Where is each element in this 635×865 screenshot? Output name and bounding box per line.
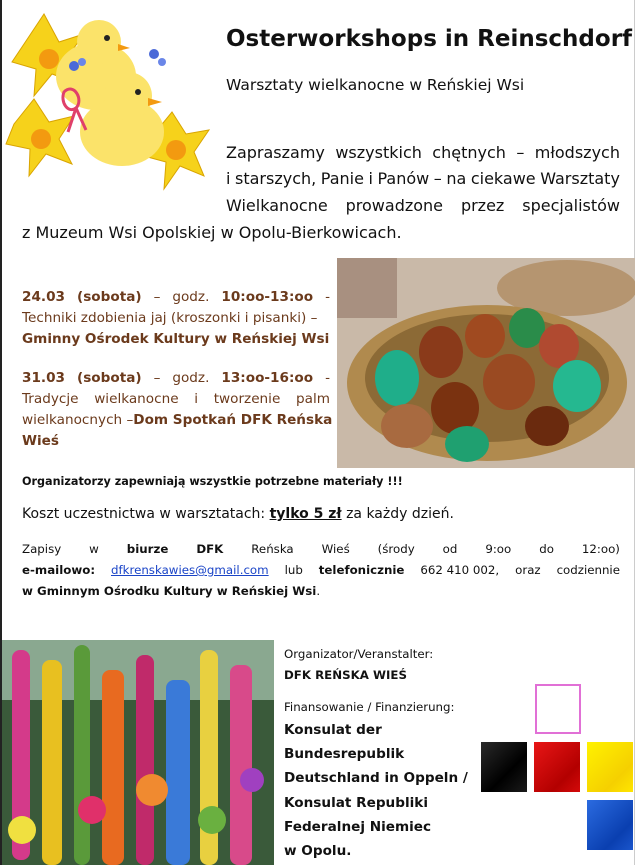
signup-word: Reńska [251, 542, 294, 556]
financing-label: Finansowanie / Finanzierung: [284, 700, 455, 714]
color-square-pink-outline [535, 684, 581, 734]
phone-number: 662 410 002, [420, 563, 500, 577]
event-word: Tradycje [22, 391, 79, 407]
event-description-cont [22, 410, 333, 431]
materials-note: Organizatorzy zapewniają wszystkie potrzebne materiały !!! [22, 475, 403, 488]
sponsor-line: Federalnej Niemiec [284, 818, 432, 835]
event-word: tworzenie [213, 391, 281, 407]
signup-word: oraz [515, 563, 541, 577]
organizer-label: Organizator/Veranstalter: [284, 647, 434, 661]
organizer-name: DFK REŃSKA WIEŚ [284, 668, 407, 682]
event-saturday-31-03 [22, 368, 333, 452]
signup-word: od [442, 542, 458, 556]
cost-prefix: Koszt uczestnictwa w warsztatach: [22, 506, 266, 522]
intro-word: – [516, 143, 525, 162]
event-description [22, 389, 330, 410]
event-dash: – [153, 289, 161, 305]
sponsor-line: Bundesrepublik [284, 746, 405, 763]
event-location-end: Wieś [22, 433, 59, 449]
event-time-label: godz. [172, 370, 210, 386]
signup-period: . [316, 584, 321, 598]
event-time: 10:oo-13:oo [221, 289, 314, 305]
intro-word: Zapraszamy [226, 143, 325, 162]
event-date-row [22, 287, 330, 308]
signup-word: DFK [196, 542, 224, 556]
intro-word: ciekawe [470, 169, 536, 188]
intro-line-3 [226, 193, 620, 219]
signup-word: 12:oo) [581, 542, 620, 556]
email-label: e-mailowo: [22, 563, 96, 577]
signup-word: 9:oo [485, 542, 512, 556]
signup-word: Zapisy [22, 542, 62, 556]
event-description-end: wielkanocnych – [22, 412, 134, 428]
event-time: 13:oo-16:oo [221, 370, 314, 386]
event-time-label: godz. [172, 289, 210, 305]
signup-line-2 [22, 560, 620, 581]
cost-line [22, 506, 454, 522]
signup-line-3 [22, 581, 620, 602]
intro-line-1 [226, 140, 620, 166]
intro-word: prowadzone [345, 196, 444, 215]
sponsor-line: Konsulat Republiki [284, 794, 428, 811]
event-day: (sobota) [76, 370, 142, 386]
event-dash: - [325, 289, 330, 305]
intro-word: starszych, [235, 169, 317, 188]
event-saturday-24-03 [22, 287, 330, 350]
event-dash: – [153, 370, 161, 386]
page-title: Osterworkshops in Reinschdorf [226, 26, 633, 52]
event-description: Techniki zdobienia jaj (kroszonki i pisanki) – [22, 310, 318, 326]
easter-palms-photo [2, 640, 274, 865]
event-date: 24.03 [22, 289, 65, 305]
event-date-row [22, 368, 330, 389]
cost-price: tylko 5 zł [269, 506, 342, 522]
event-word: palm [295, 391, 330, 407]
color-square-black [481, 742, 527, 792]
event-word: wielkanocne [94, 391, 179, 407]
intro-word: i [368, 169, 373, 188]
intro-word: chętnych [432, 143, 506, 162]
intro-word: młodszych [534, 143, 620, 162]
intro-line-4: z Muzeum Wsi Opolskiej w Opolu-Bierkowicach. [22, 223, 402, 242]
easter-eggs-basket-photo [337, 258, 635, 468]
color-square-blue [587, 800, 633, 850]
signup-location: w Gminnym Ośrodku Kultury w Reńskiej Wsi [22, 584, 317, 598]
daffodil-bottom-left [6, 99, 74, 176]
signup-word: Wieś [321, 542, 350, 556]
intro-word: specjalistów [522, 196, 620, 215]
event-location: Gminny Ośrodek Kultury w Reńskiej Wsi [22, 331, 330, 347]
event-location: Dom Spotkań DFK Reńska [133, 412, 333, 428]
signup-word: (środy [377, 542, 415, 556]
sponsor-name [284, 718, 468, 863]
event-date: 31.03 [22, 370, 65, 386]
color-square-yellow [587, 742, 633, 792]
signup-word: do [539, 542, 554, 556]
easter-chicks-illustration [4, 4, 214, 196]
intro-word: Wielkanocne [226, 196, 328, 215]
sponsor-line: Deutschland in Oppeln / [284, 770, 468, 787]
intro-word: wszystkich [335, 143, 422, 162]
intro-word: na [446, 169, 467, 188]
intro-word: – [433, 169, 442, 188]
event-day: (sobota) [76, 289, 142, 305]
color-square-red [534, 742, 580, 792]
signup-word: biurze [126, 542, 169, 556]
sponsor-line: Konsulat der [284, 722, 382, 738]
event-dash: - [325, 370, 330, 386]
intro-word: Panów [377, 169, 430, 188]
intro-word: i [226, 169, 231, 188]
signup-word: codziennie [556, 563, 620, 577]
event-word: i [194, 391, 199, 407]
cost-suffix: za każdy dzień. [346, 506, 454, 522]
intro-word: Warsztaty [540, 169, 620, 188]
signup-word: lub [284, 563, 303, 577]
page-subtitle: Warsztaty wielkanocne w Reńskiej Wsi [226, 76, 525, 94]
signup-info [22, 539, 620, 602]
intro-word: Panie [320, 169, 364, 188]
signup-word: w [89, 542, 99, 556]
email-link[interactable]: dfkrenskawies@gmail.com [111, 563, 269, 577]
intro-word: przez [460, 196, 505, 215]
phone-label: telefonicznie [318, 563, 405, 577]
intro-line-2 [226, 166, 620, 192]
sponsor-line: w Opolu. [284, 843, 352, 860]
signup-line-1 [22, 539, 620, 560]
